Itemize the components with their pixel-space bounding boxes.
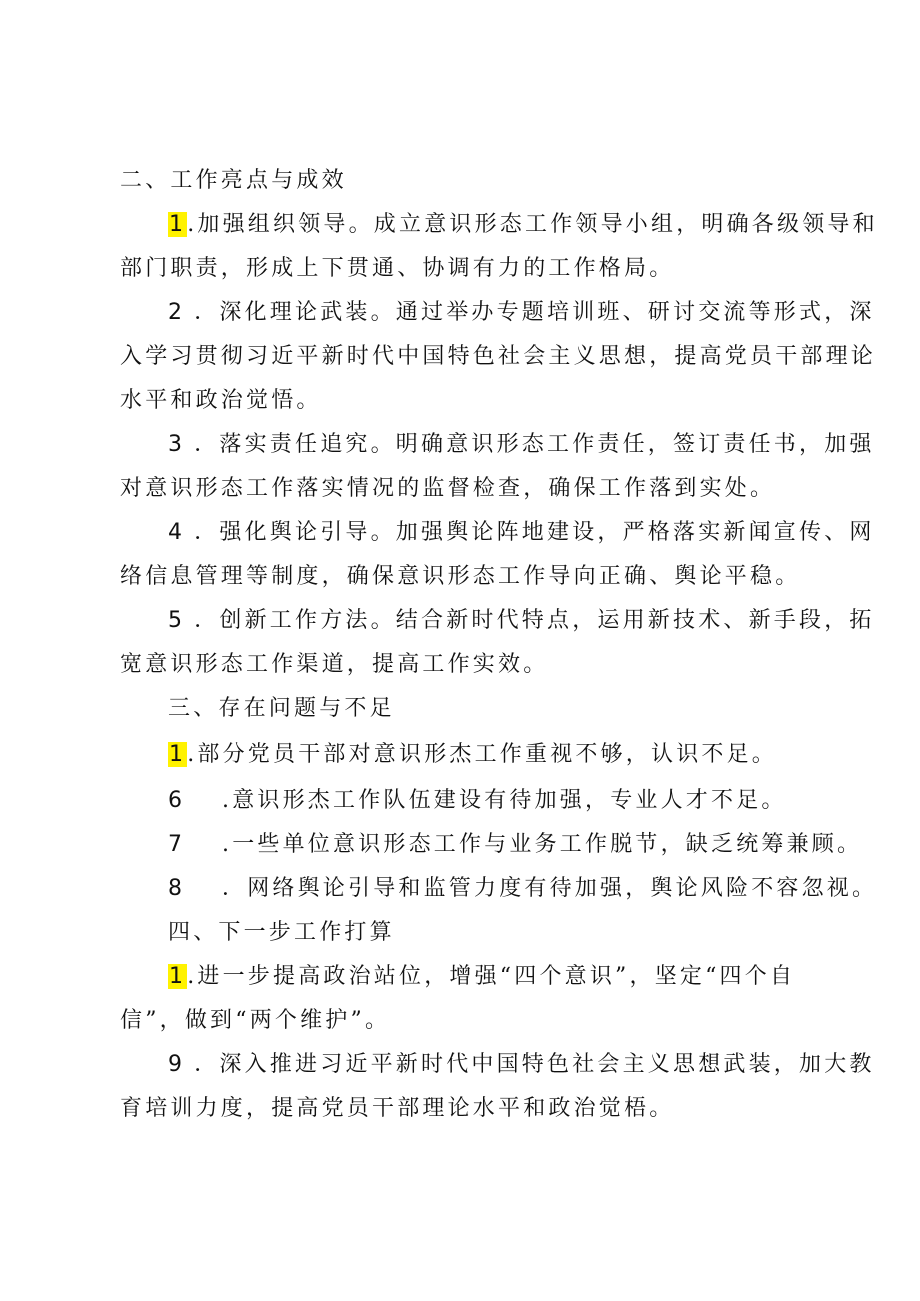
- item-text: ．落实责任追究。明确意识形态工作责任，签订责任书，加强: [194, 432, 875, 457]
- item-text: .加强组织领导。成立意识形态工作领导小组，明确各级领导和: [187, 212, 878, 237]
- item-text: 育培训力度，提高党员干部理论水平和政治觉梧。: [120, 1096, 675, 1121]
- item-number-highlight: 1: [169, 964, 187, 989]
- list-item: [168, 518, 875, 548]
- item-text: 部门职责，形成上下贯通、协调有力的工作格局。: [120, 256, 675, 281]
- list-item: [168, 830, 863, 860]
- list-item: [168, 740, 858, 770]
- list-item-continuation: [120, 562, 810, 592]
- section-heading-4: [168, 918, 858, 948]
- list-item-continuation: [120, 342, 877, 372]
- item-text: 对意识形态工作落实情况的监督检查，确保工作落到实处。: [120, 476, 776, 501]
- item-number: 8: [168, 876, 186, 901]
- list-item-continuation: [120, 386, 810, 416]
- item-text: 水平和政治觉悟。: [120, 388, 322, 413]
- item-text: .进一步提高政治站位，增强“四个意识”，坚定“四个自: [187, 964, 796, 989]
- list-item: [168, 210, 878, 240]
- list-item: [168, 1050, 875, 1080]
- heading-text: 四、下一步工作打算: [168, 920, 395, 945]
- item-number: 9: [168, 1052, 184, 1077]
- item-text: .部分党员干部对意识形杰工作重视不够，认识不足。: [187, 742, 777, 767]
- item-text: ．强化舆论引导。加强舆论阵地建设，严格落实新闻宣传、网: [194, 520, 875, 545]
- list-item: [168, 962, 858, 992]
- item-number: 7: [168, 832, 186, 857]
- item-text: ．创新工作方法。结合新时代特点，运用新技术、新手段，拓: [194, 608, 875, 633]
- item-text: ．网络舆论引导和监管力度有待加强，舆论风险不容忽视。: [222, 876, 878, 901]
- item-text: ．深化理论武装。通过举办专题培训班、研讨交流等形式，深: [194, 300, 875, 325]
- list-item: [168, 874, 878, 904]
- list-item: [168, 786, 858, 816]
- item-number: 4: [168, 520, 184, 545]
- item-number-highlight: 1: [169, 742, 187, 767]
- item-text: ．深入推进习近平新时代中国特色社会主义思想武装，加大教: [194, 1052, 875, 1077]
- list-item: [168, 606, 875, 636]
- item-number-highlight: 1: [169, 212, 187, 237]
- list-item-continuation: [120, 254, 810, 284]
- item-text: 宽意识形态工作渠道，提高工作实效。: [120, 652, 549, 677]
- heading-text: 二、工作亮点与成效: [120, 168, 347, 193]
- item-number: 6: [168, 788, 186, 813]
- list-item-continuation: [120, 1094, 810, 1124]
- item-number: 2: [168, 300, 184, 325]
- list-item-continuation: [120, 474, 810, 504]
- item-text: 络信息管理等制度，确保意识形态工作导向正确、舆论平稳。: [120, 564, 801, 589]
- item-text: .一些单位意识形态工作与业务工作脱节，缺乏统筹兼顾。: [222, 832, 863, 857]
- list-item-continuation: [120, 650, 810, 680]
- heading-text: 三、存在问题与不足: [168, 696, 395, 721]
- item-text: 入学习贯彻习近平新时代中国特色社会主义思想，提高党员干部理论: [120, 344, 877, 369]
- section-heading-2: [120, 166, 810, 196]
- item-number: 5: [168, 608, 184, 633]
- section-heading-3: [168, 694, 858, 724]
- item-text: 信”，做到“两个维护”。: [120, 1008, 391, 1033]
- list-item: [168, 430, 875, 460]
- list-item-continuation: [120, 1006, 810, 1036]
- item-number: 3: [168, 432, 184, 457]
- item-text: .意识形杰工作队伍建设有待加强，专业人才不足。: [222, 788, 787, 813]
- list-item: [168, 298, 875, 328]
